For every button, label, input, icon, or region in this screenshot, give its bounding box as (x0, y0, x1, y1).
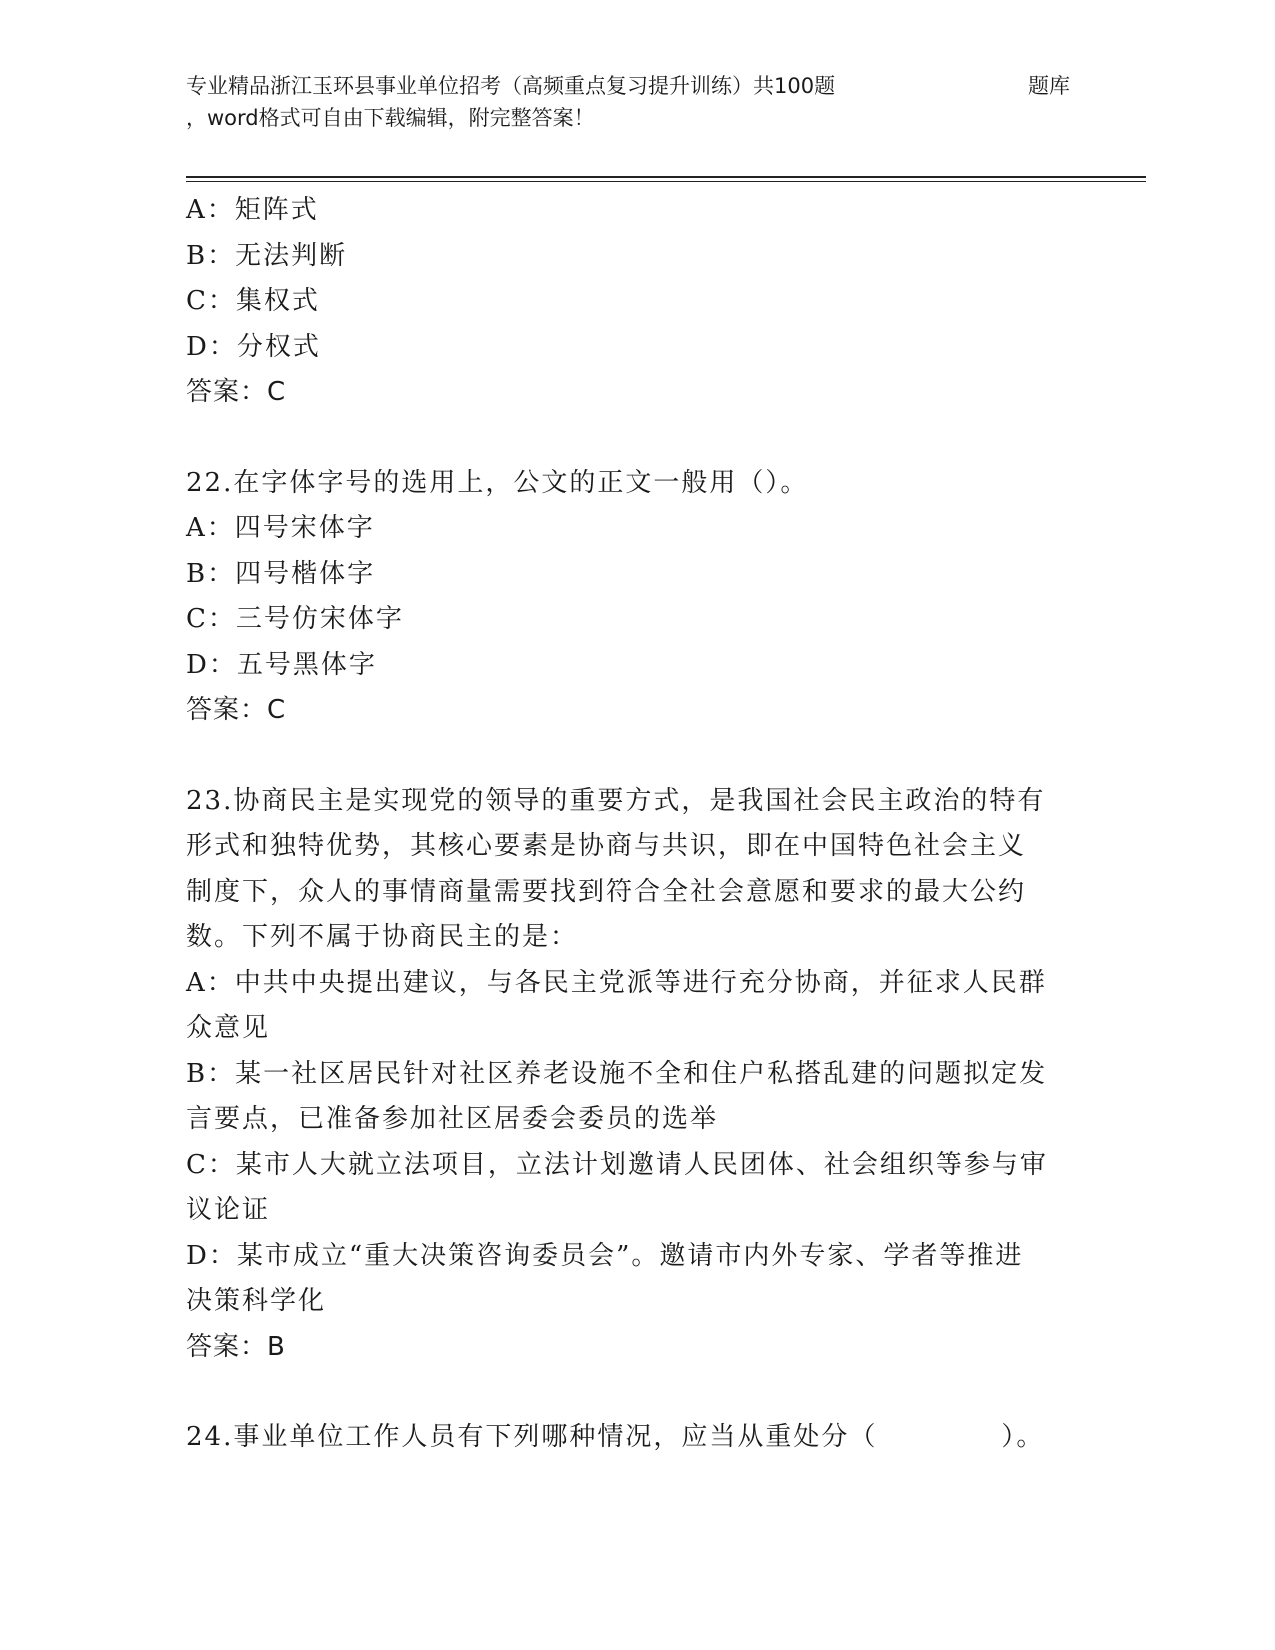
question-stem-end: ）。 (1001, 1422, 1045, 1452)
option-b: B：无法判断 (186, 240, 348, 271)
question-stem-start: 24.事业单位工作人员有下列哪种情况，应当从重处分（ (186, 1422, 878, 1452)
header-subtitle: ，word格式可自由下载编辑，附完整答案！ (186, 106, 595, 130)
question-24 (186, 1415, 1086, 1461)
option-b: B：四号楷体字 (186, 558, 376, 589)
option-d: D：某市成立“重大决策咨询委员会”。邀请市内外专家、学者等推进 (186, 1240, 1024, 1271)
option-d: D：分权式 (186, 331, 321, 362)
question-stem-line: 形式和独特优势，其核心要素是协商与共识，即在中国特色社会主义 (186, 831, 1027, 861)
header-divider-thin (186, 181, 1146, 182)
option-c-cont: 议论证 (186, 1195, 271, 1225)
header-divider-thick (186, 176, 1146, 178)
answer: 答案：C (186, 377, 287, 407)
question-stem-line: 数。下列不属于协商民主的是： (186, 922, 579, 952)
option-a: A：矩阵式 (186, 195, 319, 225)
option-b-cont: 言要点，已准备参加社区居委会委员的选举 (186, 1104, 719, 1134)
question-content (186, 188, 1086, 1461)
option-a: A：四号宋体字 (186, 513, 375, 543)
option-a: A：中共中央提出建议，与各民主党派等进行充分协商，并征求人民群 (186, 967, 1047, 998)
question-22 (186, 461, 1086, 734)
option-c: C：某市人大就立法项目，立法计划邀请人民团体、社会组织等参与审 (186, 1149, 1048, 1180)
option-d-cont: 决策科学化 (186, 1286, 327, 1316)
question-stem: 22.在字体字号的选用上，公文的正文一般用（）。 (186, 467, 809, 498)
question-stem-line: 制度下，众人的事情商量需要找到符合全社会意愿和要求的最大公约 (186, 876, 1027, 907)
option-c: C：集权式 (186, 286, 320, 316)
answer: 答案：C (186, 695, 287, 725)
option-a-cont: 众意见 (186, 1013, 271, 1043)
option-c: C：三号仿宋体字 (186, 604, 404, 634)
answer: 答案：B (186, 1331, 286, 1362)
header-title-line (186, 70, 1086, 102)
question-stem-line: 23.协商民主是实现党的领导的重要方式，是我国社会民主政治的特有 (186, 785, 1046, 816)
question-stem (186, 1415, 1086, 1461)
option-b: B：某一社区居民针对社区养老设施不全和住户私搭乱建的问题拟定发 (186, 1058, 1048, 1089)
header-title: 专业精品浙江玉环县事业单位招考（高频重点复习提升训练）共100题 (186, 74, 836, 98)
document-header (186, 70, 1086, 134)
question-21 (186, 188, 1086, 416)
option-d: D：五号黑体字 (186, 649, 377, 680)
question-23 (186, 779, 1086, 1371)
header-tag: 题库 (1028, 74, 1070, 98)
